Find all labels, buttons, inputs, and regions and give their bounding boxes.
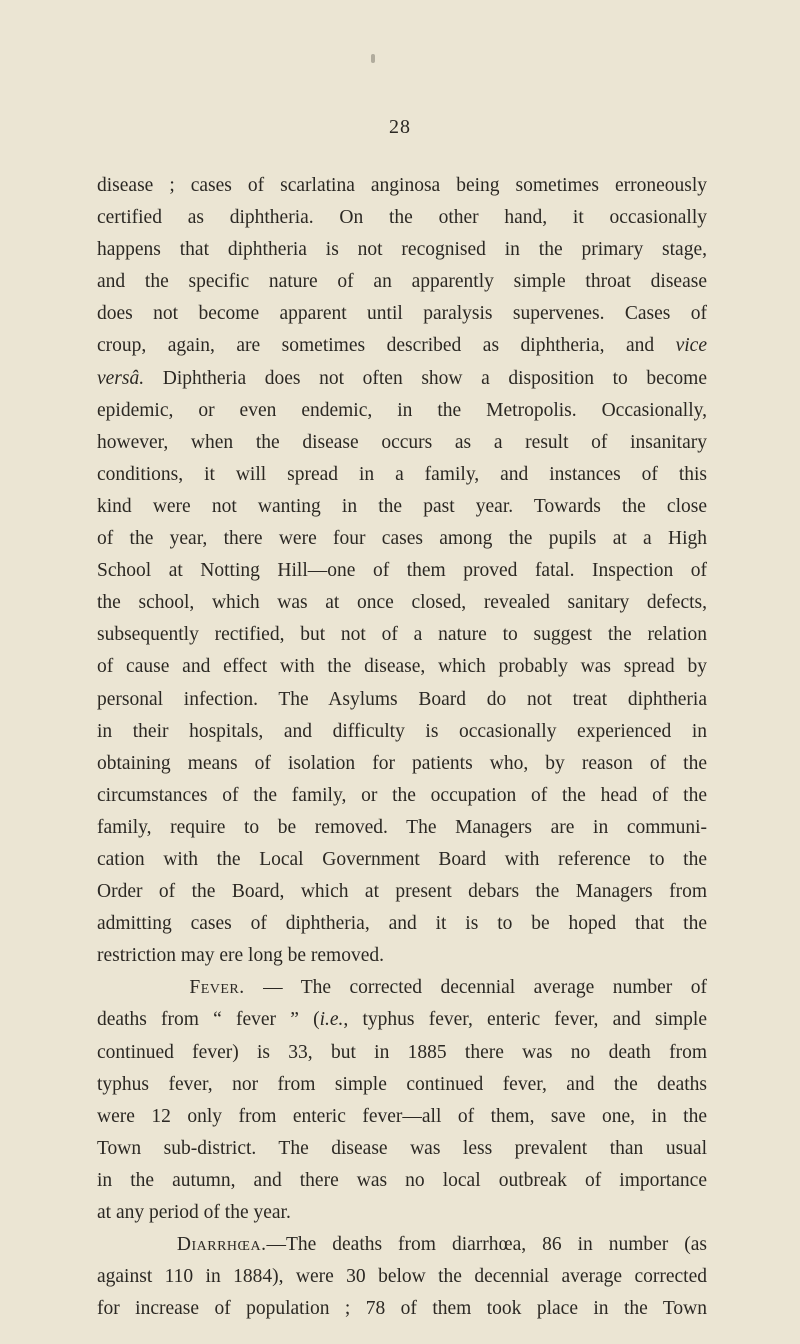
text-line bbox=[97, 523, 707, 555]
text-run: , typhus fever, enteric fever, and simple bbox=[343, 1009, 707, 1031]
text-line bbox=[97, 619, 707, 651]
text-line bbox=[97, 1004, 707, 1036]
text-line bbox=[97, 1229, 707, 1261]
text-run: —The deaths from diarrhœa, 86 in number (as bbox=[266, 1234, 707, 1256]
text-run: croup, again, are sometimes described as diphtheria, and bbox=[97, 335, 676, 357]
text-line bbox=[97, 266, 707, 298]
text-line bbox=[97, 298, 707, 330]
text-run bbox=[97, 1234, 177, 1255]
text-run: restriction may ere long be removed. bbox=[97, 945, 384, 967]
text-line bbox=[97, 330, 707, 362]
text-run: family, require to be removed. The Managers are in communi- bbox=[97, 816, 707, 838]
page-number: 28 bbox=[389, 116, 411, 138]
text-run: certified as diphtheria. On the other hand, it occasionally bbox=[97, 207, 707, 229]
italic-text: versâ. bbox=[97, 367, 145, 389]
text-run: personal infection. The Asylums Board do not treat diphtheria bbox=[97, 688, 707, 710]
text-run: circumstances of the family, or the occupation of the head of the bbox=[97, 784, 707, 806]
body-text bbox=[97, 170, 707, 1325]
italic-text: vice bbox=[675, 335, 707, 357]
text-line bbox=[97, 716, 707, 748]
text-line bbox=[97, 844, 707, 876]
text-line bbox=[97, 1293, 707, 1325]
text-line bbox=[97, 363, 707, 395]
text-run: happens that diphtheria is not recognised in the primary stage, bbox=[97, 239, 707, 261]
text-line bbox=[97, 1037, 707, 1069]
text-run: for increase of population ; 78 of them took place in the Town bbox=[97, 1298, 707, 1320]
text-run: of the year, there were four cases among the pupils at a High bbox=[97, 528, 707, 550]
text-run: Diphtheria does not often show a disposition to become bbox=[144, 367, 707, 389]
text-run: — The corrected decennial average number of bbox=[244, 977, 707, 999]
text-run bbox=[97, 977, 189, 998]
text-line bbox=[97, 1069, 707, 1101]
text-run: does not become apparent until paralysis supervenes. Cases of bbox=[97, 303, 707, 325]
section-heading: Fever. bbox=[189, 977, 245, 999]
text-line bbox=[97, 555, 707, 587]
text-line bbox=[97, 651, 707, 683]
text-run: of cause and effect with the disease, which probably was spread by bbox=[97, 656, 707, 678]
text-line bbox=[97, 908, 707, 940]
text-run: obtaining means of isolation for patients who, by reason of the bbox=[97, 752, 707, 774]
text-line bbox=[97, 1101, 707, 1133]
text-line bbox=[97, 491, 707, 523]
text-run: deaths from “ fever ” ( bbox=[97, 1009, 320, 1031]
text-run: and the specific nature of an apparently simple throat disease bbox=[97, 271, 707, 293]
text-line bbox=[97, 234, 707, 266]
text-run: disease ; cases of scarlatina anginosa being sometimes erroneously bbox=[97, 175, 707, 196]
text-run: cation with the Local Government Board with reference to the bbox=[97, 848, 707, 870]
text-run: were 12 only from enteric fever—all of them, save one, in the bbox=[97, 1105, 707, 1127]
text-run: however, when the disease occurs as a result of insanitary bbox=[97, 431, 707, 453]
italic-text: i.e. bbox=[319, 1009, 344, 1031]
text-line bbox=[97, 780, 707, 812]
text-run: Town sub-district. The disease was less prevalent than usual bbox=[97, 1137, 707, 1159]
text-run: against 110 in 1884), were 30 below the decennial average corrected bbox=[97, 1266, 707, 1288]
text-line bbox=[97, 459, 707, 491]
text-line bbox=[97, 427, 707, 459]
text-line bbox=[97, 170, 707, 202]
text-run: in the autumn, and there was no local outbreak of importance bbox=[97, 1169, 707, 1191]
text-run: at any period of the year. bbox=[97, 1202, 291, 1223]
text-line bbox=[97, 1133, 707, 1165]
text-line bbox=[97, 684, 707, 716]
text-line bbox=[97, 1197, 707, 1229]
text-run: the school, which was at once closed, revealed sanitary defects, bbox=[97, 592, 707, 614]
text-line bbox=[97, 587, 707, 619]
section-heading: Diarrhœa. bbox=[176, 1234, 267, 1256]
text-line bbox=[97, 202, 707, 234]
text-line bbox=[97, 876, 707, 908]
text-run: in their hospitals, and difficulty is occasionally experienced in bbox=[97, 720, 707, 742]
ink-speck bbox=[371, 54, 375, 63]
text-run: continued fever) is 33, but in 1885 there was no death from bbox=[97, 1041, 707, 1063]
text-run: epidemic, or even endemic, in the Metropolis. Occasionally, bbox=[97, 399, 707, 421]
text-line bbox=[97, 940, 707, 972]
text-line bbox=[97, 1261, 707, 1293]
text-run: subsequently rectified, but not of a nature to suggest the relation bbox=[97, 624, 707, 646]
text-run: typhus fever, nor from simple continued fever, and the deaths bbox=[97, 1073, 707, 1095]
text-run: School at Notting Hill—one of them proved fatal. Inspection of bbox=[97, 560, 707, 582]
text-run: conditions, it will spread in a family, and instances of this bbox=[97, 463, 707, 485]
text-line bbox=[97, 972, 707, 1004]
text-run: kind were not wanting in the past year. Towards the close bbox=[97, 495, 707, 517]
text-line bbox=[97, 748, 707, 780]
text-line bbox=[97, 812, 707, 844]
text-run: admitting cases of diphtheria, and it is to be hoped that the bbox=[97, 913, 707, 935]
text-line bbox=[97, 1165, 707, 1197]
text-line bbox=[97, 395, 707, 427]
text-run: Order of the Board, which at present debars the Managers from bbox=[97, 881, 707, 903]
